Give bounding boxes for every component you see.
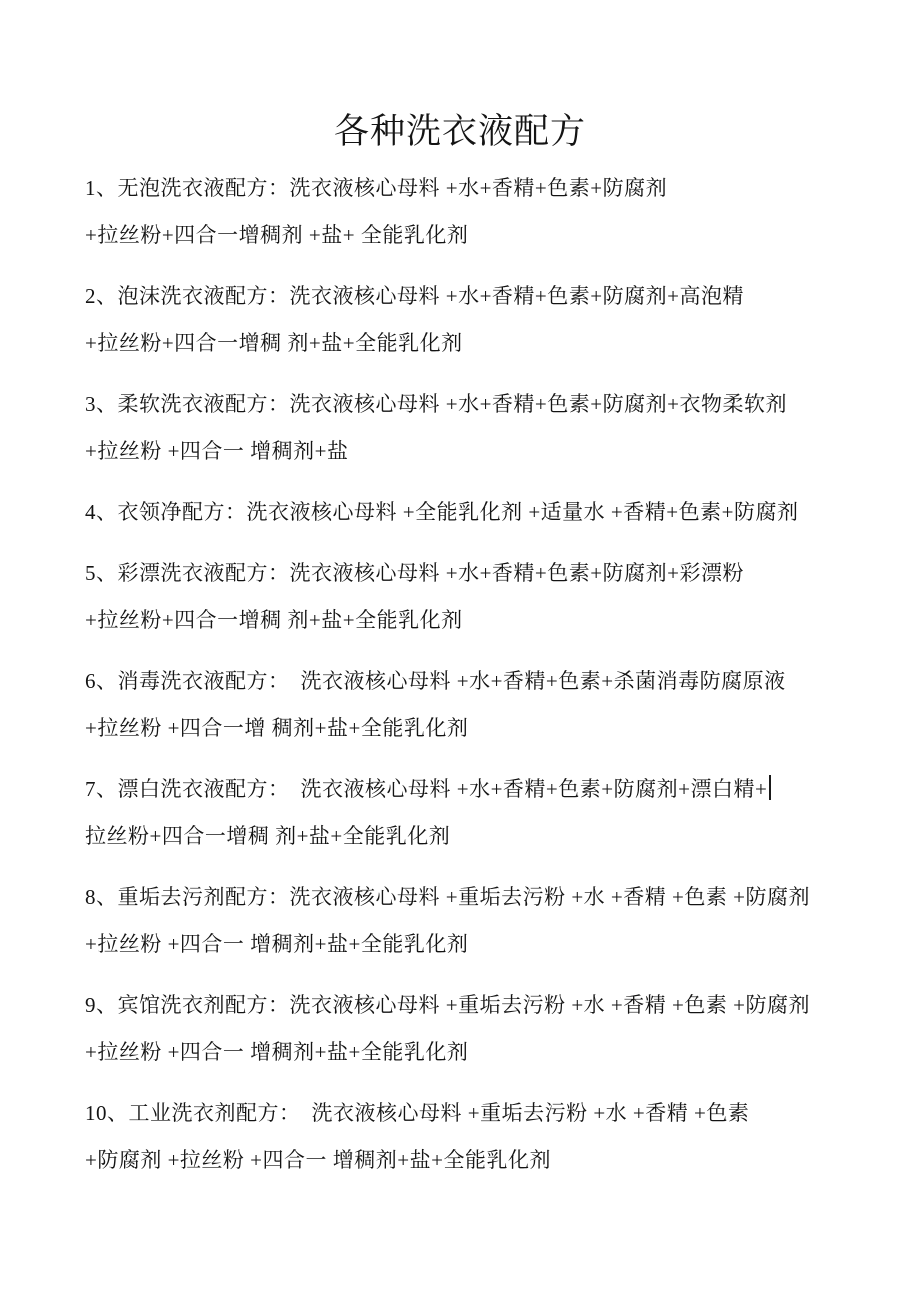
recipe-line[interactable]: +拉丝粉+四合一增稠剂 +盐+ 全能乳化剂 [85,223,469,247]
recipe-line[interactable]: 9、宾馆洗衣剂配方：洗衣液核心母料 +重垢去污粉 +水 +香精 +色素 +防腐剂 [85,993,810,1017]
recipe-line[interactable]: +拉丝粉 +四合一 增稠剂+盐+全能乳化剂 [85,1040,469,1064]
recipe-line[interactable]: +拉丝粉+四合一增稠 剂+盐+全能乳化剂 [85,331,463,355]
recipe-line[interactable]: 6、消毒洗衣液配方： 洗衣液核心母料 +水+香精+色素+杀菌消毒防腐原液 [85,669,786,693]
document-title[interactable]: 各种洗衣液配方 [333,112,586,151]
recipe-line[interactable]: +拉丝粉+四合一增稠 剂+盐+全能乳化剂 [85,608,463,632]
recipe-line[interactable]: +拉丝粉 +四合一 增稠剂+盐 [85,439,349,463]
recipe-paragraph-6 [85,658,835,752]
recipe-line[interactable]: 3、柔软洗衣液配方：洗衣液核心母料 +水+香精+色素+防腐剂+衣物柔软剂 [85,392,787,416]
recipe-paragraph-8 [85,874,835,968]
text-cursor-caret [769,775,771,800]
recipe-line[interactable]: 5、彩漂洗衣液配方：洗衣液核心母料 +水+香精+色素+防腐剂+彩漂粉 [85,561,744,585]
recipe-line[interactable]: +拉丝粉 +四合一 增稠剂+盐+全能乳化剂 [85,932,469,956]
recipe-paragraph-1 [85,165,835,259]
recipe-line[interactable]: +拉丝粉 +四合一增 稠剂+盐+全能乳化剂 [85,716,469,740]
recipe-line[interactable]: 10、工业洗衣剂配方： 洗衣液核心母料 +重垢去污粉 +水 +香精 +色素 [85,1101,750,1125]
recipe-line[interactable]: 1、无泡洗衣液配方：洗衣液核心母料 +水+香精+色素+防腐剂 [85,176,668,200]
recipe-line[interactable]: 2、泡沫洗衣液配方：洗衣液核心母料 +水+香精+色素+防腐剂+高泡精 [85,284,744,308]
document-body [85,165,835,1184]
recipe-line[interactable]: 拉丝粉+四合一增稠 剂+盐+全能乳化剂 [85,824,451,848]
recipe-paragraph-5 [85,550,835,644]
recipe-paragraph-7 [85,766,835,860]
recipe-paragraph-9 [85,982,835,1076]
recipe-paragraph-3 [85,381,835,475]
recipe-paragraph-2 [85,273,835,367]
recipe-paragraph-10 [85,1090,835,1184]
recipe-line[interactable]: 8、重垢去污剂配方：洗衣液核心母料 +重垢去污粉 +水 +香精 +色素 +防腐剂 [85,885,810,909]
recipe-line[interactable]: +防腐剂 +拉丝粉 +四合一 增稠剂+盐+全能乳化剂 [85,1148,551,1172]
recipe-line[interactable]: 4、衣领净配方：洗衣液核心母料 +全能乳化剂 +适量水 +香精+色素+防腐剂 [85,500,799,524]
recipe-line-text: 7、漂白洗衣液配方： 洗衣液核心母料 +水+香精+色素+防腐剂+漂白精+ [85,777,768,801]
recipe-line[interactable] [85,766,835,813]
recipe-paragraph-4 [85,489,835,536]
